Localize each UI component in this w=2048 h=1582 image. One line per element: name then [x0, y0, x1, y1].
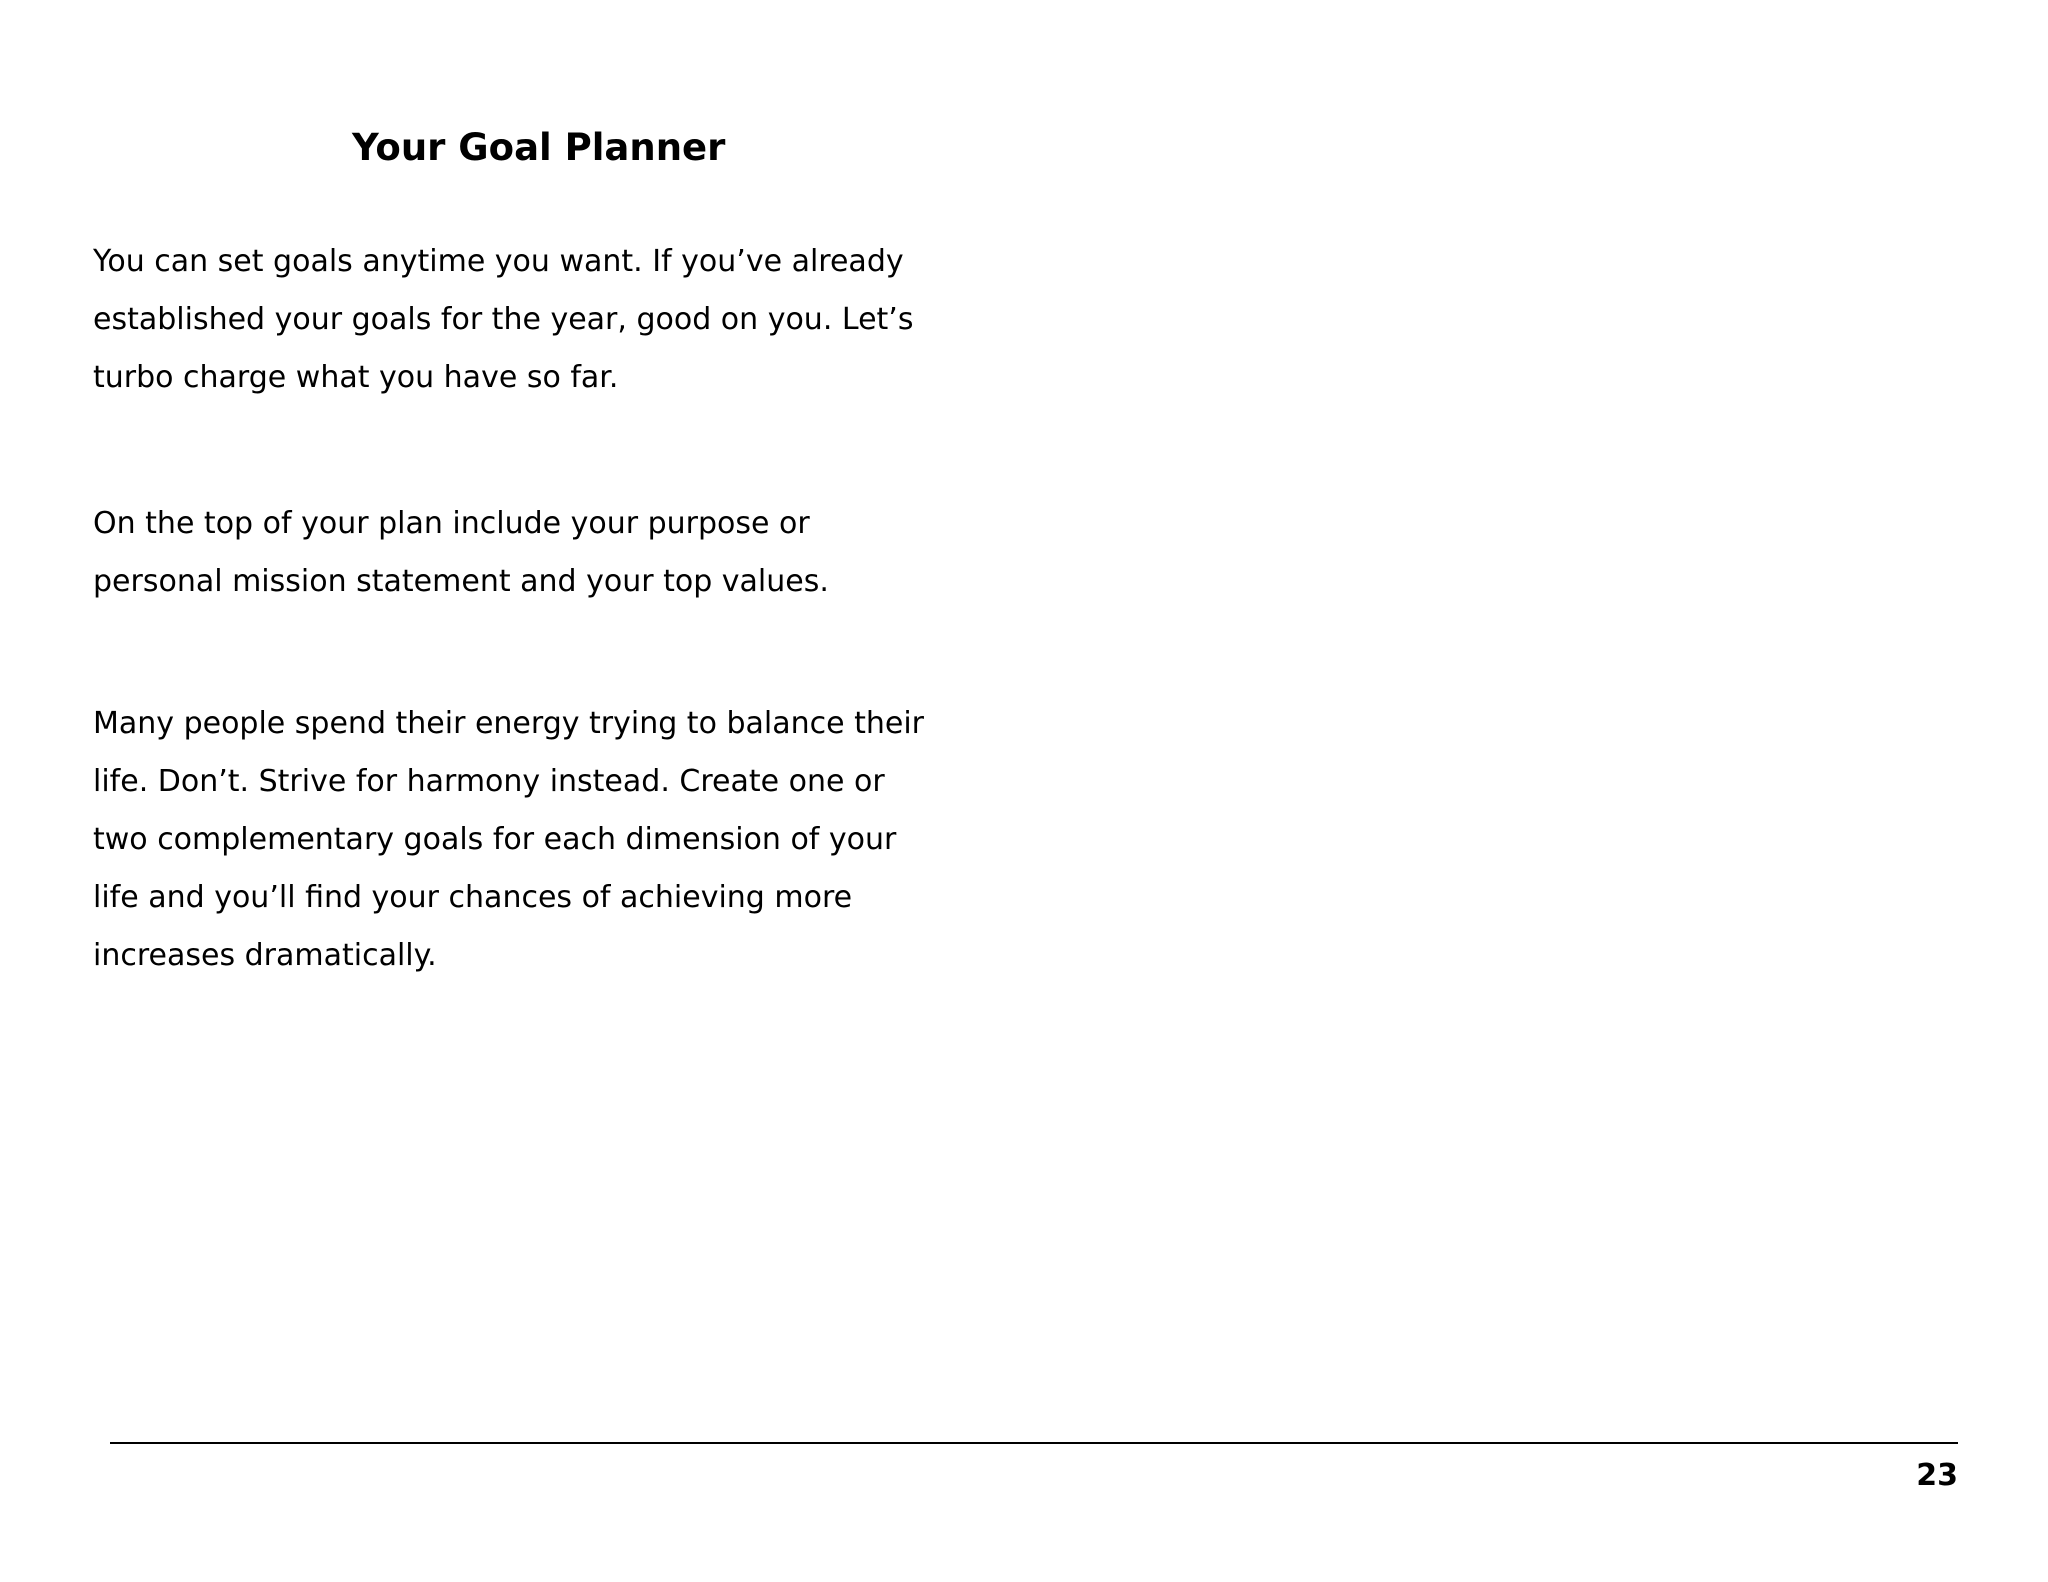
- paragraph-2: [93, 495, 993, 611]
- paragraph-line: established your goals for the year, good on you. Let’s: [93, 302, 914, 337]
- paragraph-3: [93, 695, 993, 985]
- paragraph-line: On the top of your plan include your purpose or: [93, 506, 810, 541]
- page-title: Your Goal Planner: [352, 126, 726, 169]
- paragraph-line: You can set goals anytime you want. If you’ve already: [93, 244, 904, 279]
- paragraph-line: two complementary goals for each dimension of your: [93, 822, 897, 857]
- paragraph-line: increases dramatically.: [93, 938, 437, 973]
- paragraph-line: personal mission statement and your top values.: [93, 564, 829, 599]
- paragraph-line: life. Don’t. Strive for harmony instead. Create one or: [93, 764, 885, 799]
- paragraph-line: turbo charge what you have so far.: [93, 360, 619, 395]
- footer-divider: [110, 1442, 1958, 1444]
- page-number: 23: [1916, 1458, 1958, 1493]
- paragraph-line: life and you’ll find your chances of achieving more: [93, 880, 853, 915]
- paragraph-line: Many people spend their energy trying to balance their: [93, 706, 925, 741]
- paragraph-1: [93, 233, 993, 407]
